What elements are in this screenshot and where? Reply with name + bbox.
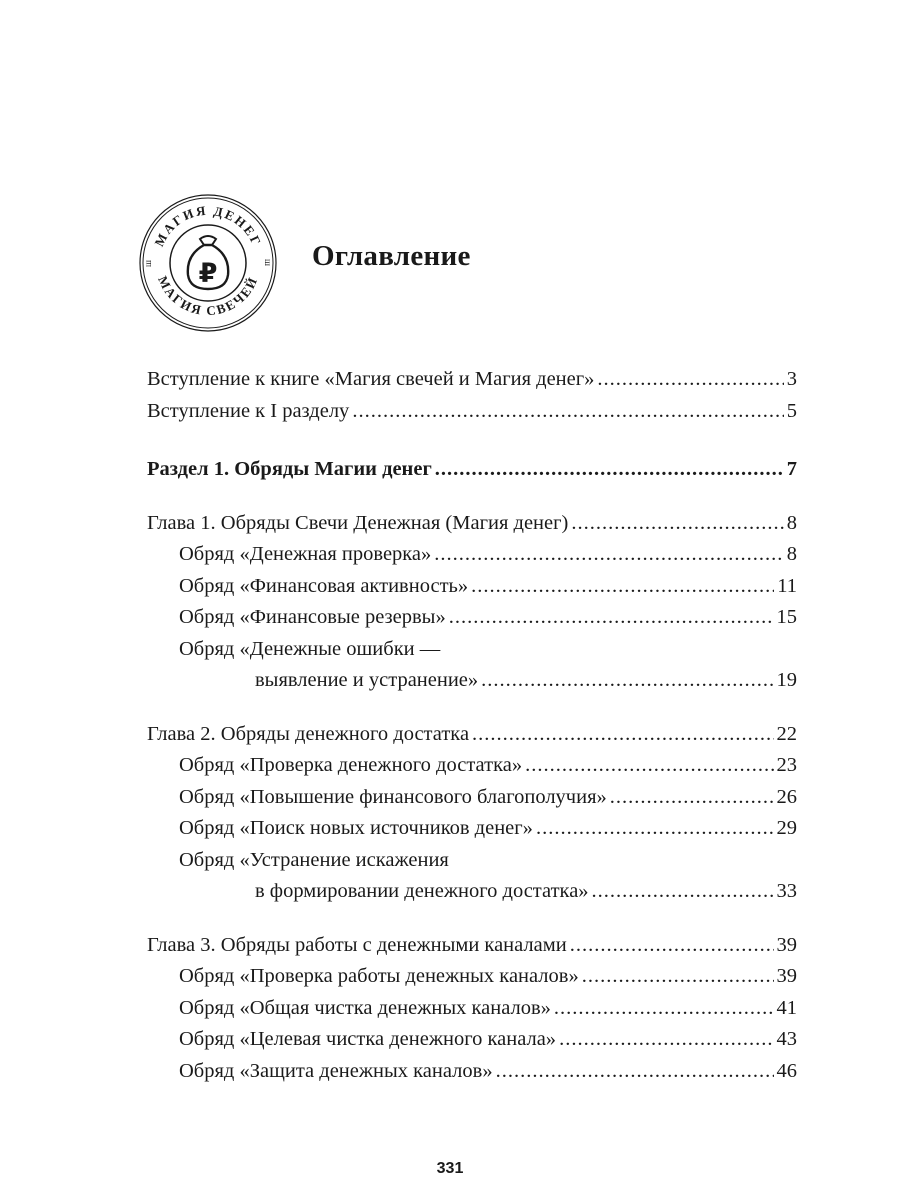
toc-entry-ritual[interactable]: Обряд «Целевая чистка денежного канала» ..... 43 bbox=[147, 1024, 797, 1056]
toc-entry-ritual[interactable]: Обряд «Проверка работы денежных каналов» ..... 39 bbox=[147, 961, 797, 993]
toc-entry-intro-book[interactable]: Вступление к книге «Магия свечей и Магия денег» ..... 3 bbox=[147, 364, 797, 396]
emblem-bottom-text: МАГИЯ СВЕЧЕЙ bbox=[155, 273, 261, 319]
toc-entry-ritual[interactable]: Обряд «Общая чистка денежных каналов» ..... 41 bbox=[147, 993, 797, 1025]
emblem-top-text: МАГИЯ ДЕНЕГ bbox=[151, 202, 265, 249]
toc-entry-ritual-line2[interactable]: выявление и устранение» ..... 19 bbox=[147, 665, 797, 697]
ruble-symbol: ₽ bbox=[198, 258, 218, 289]
toc-entry-chapter-1[interactable]: Глава 1. Обряды Свечи Денежная (Магия денег) ..... 8 bbox=[147, 508, 797, 540]
emblem-side-mark-right: ш bbox=[263, 259, 273, 266]
toc-entry-intro-section[interactable]: Вступление к I разделу ..... 5 bbox=[147, 396, 797, 428]
toc-entry-ritual-line2[interactable]: в формировании денежного достатка» ..... 33 bbox=[147, 876, 797, 908]
toc-entry-ritual-line1[interactable]: Обряд «Денежные ошибки — bbox=[179, 637, 441, 660]
toc-entry-ritual[interactable]: Обряд «Проверка денежного достатка» ..... 23 bbox=[147, 750, 797, 782]
toc-entry-section-1[interactable]: Раздел 1. Обряды Магии денег ..... 7 bbox=[147, 454, 797, 486]
toc-entry-ritual[interactable]: Обряд «Финансовая активность» ..... 11 bbox=[147, 571, 797, 603]
toc-entry-chapter-2[interactable]: Глава 2. Обряды денежного достатка ..... 22 bbox=[147, 719, 797, 751]
toc-entry-ritual[interactable]: Обряд «Повышение финансового благополучия» ..... 26 bbox=[147, 782, 797, 814]
toc-entry-ritual-line1[interactable]: Обряд «Устранение искажения bbox=[179, 848, 449, 871]
toc-entry-ritual[interactable]: Обряд «Финансовые резервы» ..... 15 bbox=[147, 602, 797, 634]
toc-entry-ritual[interactable]: Обряд «Защита денежных каналов» ..... 46 bbox=[147, 1056, 797, 1088]
toc-entry-chapter-3[interactable]: Глава 3. Обряды работы с денежными каналами ..... 39 bbox=[147, 930, 797, 962]
page-title: Оглавление bbox=[312, 240, 471, 272]
magic-money-emblem bbox=[138, 193, 278, 333]
emblem-side-mark-left: ш bbox=[143, 260, 153, 267]
toc-entry-ritual[interactable]: Обряд «Поиск новых источников денег» ..... 29 bbox=[147, 813, 797, 845]
toc-entry-ritual[interactable]: Обряд «Денежная проверка» ..... 8 bbox=[147, 539, 797, 571]
page-number: 331 bbox=[436, 1160, 464, 1177]
table-of-contents bbox=[147, 364, 797, 1087]
